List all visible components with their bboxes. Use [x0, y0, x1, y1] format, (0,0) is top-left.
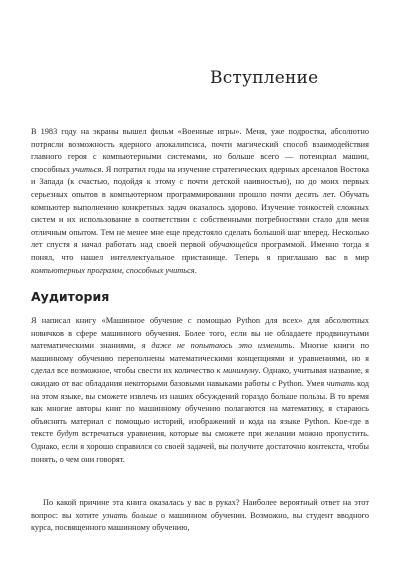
reason-text-2: о машинном обучении. Возможно, вы студент вводного курса, посвященного машинному обучению, [31, 510, 369, 533]
intro-emphasis-3: компьютерных программ, способных учиться [31, 265, 195, 275]
audience-text-5: встречаться уравнения, которые вы сможете при желании можно пропустить. Однако, если я хорошо справился со своей задачей, вы получите достаточно контекста, чтобы понять, о чем они говорят. [31, 429, 370, 464]
audience-text-2: . Многие книги по машинному обучению переполнены математическими концепциями и уравнениями, но я сделал все возможное, чтобы свести их количество [31, 341, 369, 376]
reason-emphasis-1: узнать больше [102, 510, 157, 520]
intro-text-4: . [194, 265, 197, 275]
section-heading-audience: Аудитория [31, 289, 110, 304]
audience-emphasis-4: будут [56, 429, 79, 439]
audience-text-1: Я написал книгу «Машинное обучение с помощью Python для всех» для абсолютных новичков в сфере машинного обучения. Более того, если вы не обладаете продвинутыми математическими знаниями, [31, 316, 369, 351]
audience-paragraph [31, 315, 369, 466]
audience-text-4: код на этом языке, вы сможете извлечь из наших обсуждений гораздо больше пользы. В то время как многие авторы книг по машинному обучению полагаются на математику, я стараюсь объяснять материал с помощью историй, изображений и кода на языке Python. Кое-где в тексте [31, 378, 369, 439]
intro-emphasis-2: обучающейся [209, 240, 258, 250]
audience-emphasis-2: к минимуму [216, 366, 259, 376]
intro-text-1: В 1983 году на экраны вышел фильм «Военные игры». Меня, уже подростка, абсолютно потрясли возможность ядерного апокалипсиса, почти магический способ взаимодействия главного героя с компьютерными системами, но больше всего — потенциал машин, способных [31, 127, 369, 174]
intro-text-3: программой. Именно тогда я понял, что нашел интеллектуальное пристанище. Теперь я приглашаю вас в мир [31, 240, 369, 262]
chapter-title: Вступление [210, 68, 319, 88]
audience-emphasis-3: читать [326, 378, 355, 388]
reason-text-1: По какой причине эта книга оказалась у вас в руках? Наиболее вероятный ответ на этот вопрос: вы хотите [31, 498, 369, 520]
audience-emphasis-1: я даже не попытаюсь это изменить [141, 341, 293, 351]
reason-paragraph [31, 497, 369, 535]
audience-text-3: . Однако, учитывая название, я ожидаю от вас обладания некоторыми базовыми навыками работы с Python. Умея [31, 366, 369, 388]
intro-emphasis-1: учиться [72, 164, 102, 174]
intro-paragraph [31, 126, 369, 277]
intro-text-2: . Я потратил годы на изучение стратегических ядерных арсеналов Востока и Запада (к счастью, подойдя к этому с почти детской наивностью), но до моих первых серьезных опытов в компьютерном программировании прошло почти десять лет. Обучать компьютер выполнению конкретных задач оказалось здорово. Изучение тонкостей сложных систем и их использование в соответствии с собственными потребностями стало для меня отличным опытом. Тем не менее мне еще предстояло сделать большой шаг вперед. Несколько лет спустя я начал работать над своей первой [31, 164, 370, 250]
